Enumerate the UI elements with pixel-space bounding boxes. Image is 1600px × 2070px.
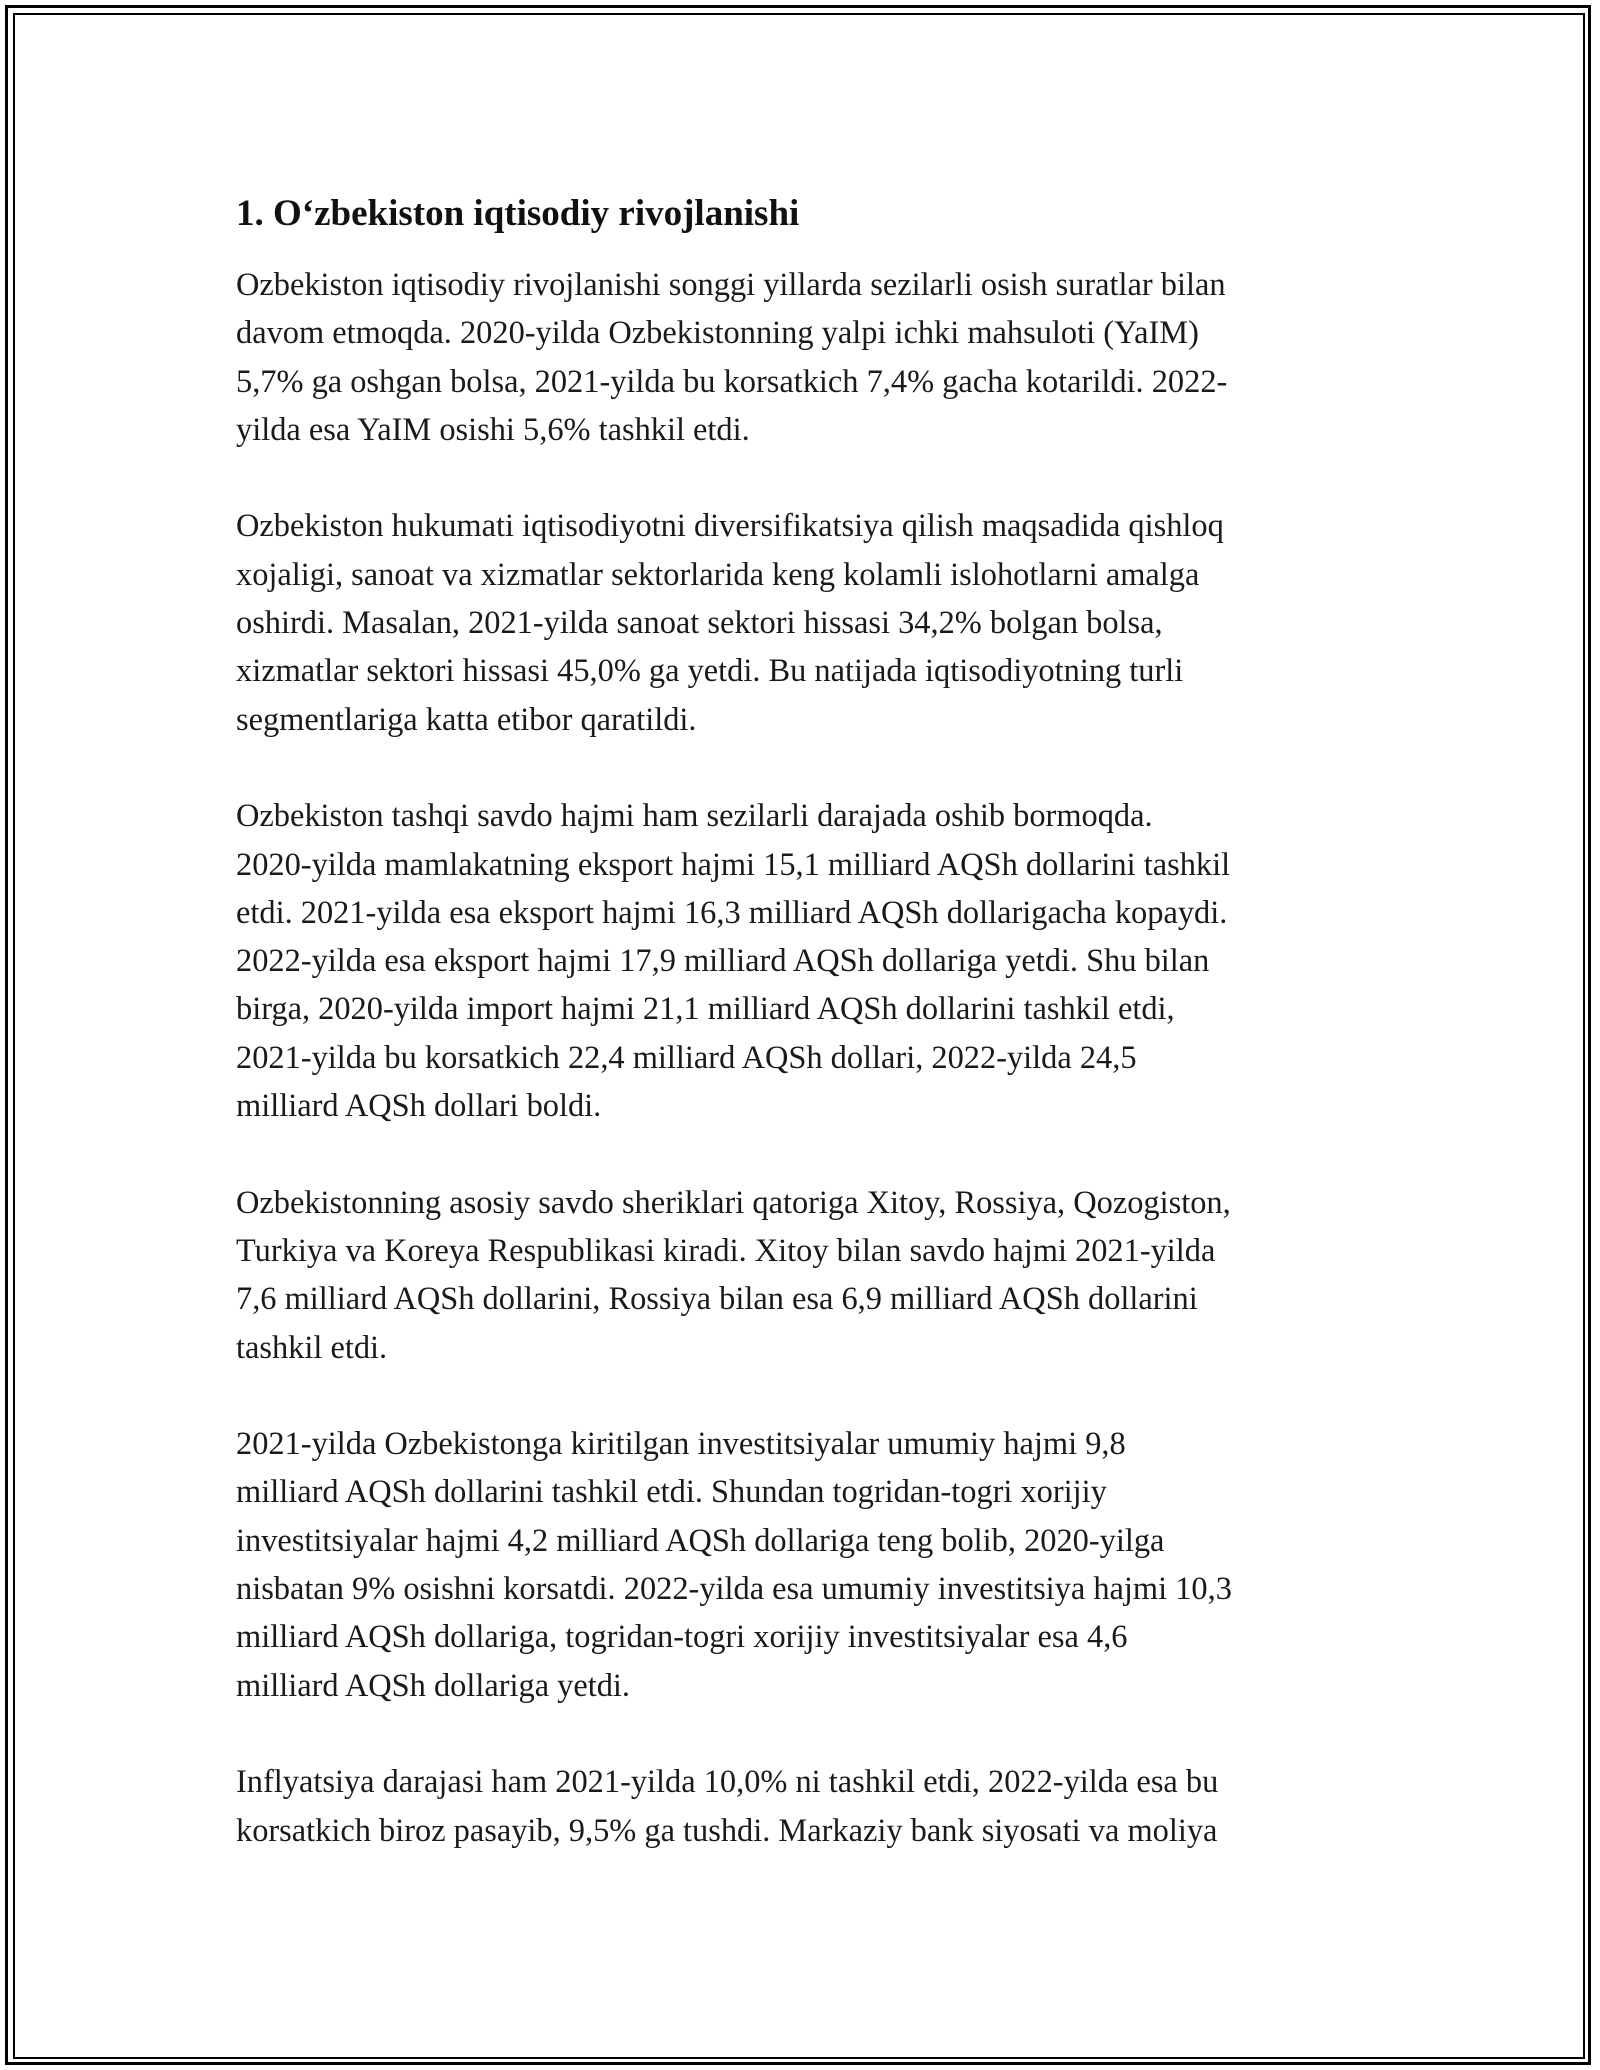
paragraph-inflation: Inflyatsiya darajasi ham 2021-yilda 10,0% ni tashkil etdi, 2022-yilda esa bu korsatkich biroz pasayib, 9,5% ga tushdi. Markaziy bank siyosati va moliya bbox=[236, 1764, 1219, 1849]
paragraph-gdp-growth: Ozbekiston iqtisodiy rivojlanishi songgi yillarda sezilarli osish suratlar bilan davom etmoqda. 2020-yilda Ozbekistonning yalpi ichki mahsuloti (YaIM) 5,7% ga oshgan bolsa, 2021-yilda bu korsatkich 7,4% gacha kotarildi. 2022- yilda esa YaIM osishi 5,6% tashkil etdi. bbox=[236, 267, 1228, 448]
document-body bbox=[236, 188, 1364, 1855]
section-heading: 1. O‘zbekiston iqtisodiy rivojlanishi bbox=[236, 193, 800, 234]
paragraph-investments: 2021-yilda Ozbekistonga kiritilgan investitsiyalar umumiy hajmi 9,8 milliard AQSh dollarini tashkil etdi. Shundan togridan-togri xorijiy investitsiyalar hajmi 4,2 milliard AQSh dollariga teng bolib, 2020-yilga nisbatan 9% osishni korsatdi. 2022-yilda esa umumiy investitsiya hajmi 10,3 milliard AQSh dollariga, togridan-togri xorijiy investitsiyalar esa 4,6 milliard AQSh dollariga yetdi. bbox=[236, 1426, 1232, 1704]
paragraph-trade-partners: Ozbekistonning asosiy savdo sheriklari qatoriga Xitoy, Rossiya, Qozogiston, Turkiya va Koreya Respublikasi kiradi. Xitoy bilan savdo hajmi 2021-yilda 7,6 milliard AQSh dollarini, Rossiya bilan esa 6,9 milliard AQSh dollarini tashkil etdi. bbox=[236, 1184, 1231, 1366]
paragraph-diversification: Ozbekiston hukumati iqtisodiyotni diversifikatsiya qilish maqsadida qishloq xojaligi, sanoat va xizmatlar sektorlarida keng kolamli islohotlarni amalga oshirdi. Masalan, 2021-yilda sanoat sektori hissasi 34,2% bolgan bolsa, xizmatlar sektori hissasi 45,0% ga yetdi. Bu natijada iqtisodiyotning turli segmentlariga katta etibor qaratildi. bbox=[236, 508, 1224, 738]
paragraph-foreign-trade: Ozbekiston tashqi savdo hajmi ham sezilarli darajada oshib bormoqda. 2020-yilda mamlakatning eksport hajmi 15,1 milliard AQSh dollarini tashkil etdi. 2021-yilda esa eksport hajmi 16,3 milliard AQSh dollarigacha kopaydi. 2022-yilda esa eksport hajmi 17,9 milliard AQSh dollariga yetdi. Shu bilan birga, 2020-yilda import hajmi 21,1 milliard AQSh dollarini tashkil etdi, 2021-yilda bu korsatkich 22,4 milliard AQSh dollari, 2022-yilda 24,5 milliard AQSh dollari boldi. bbox=[236, 798, 1231, 1125]
